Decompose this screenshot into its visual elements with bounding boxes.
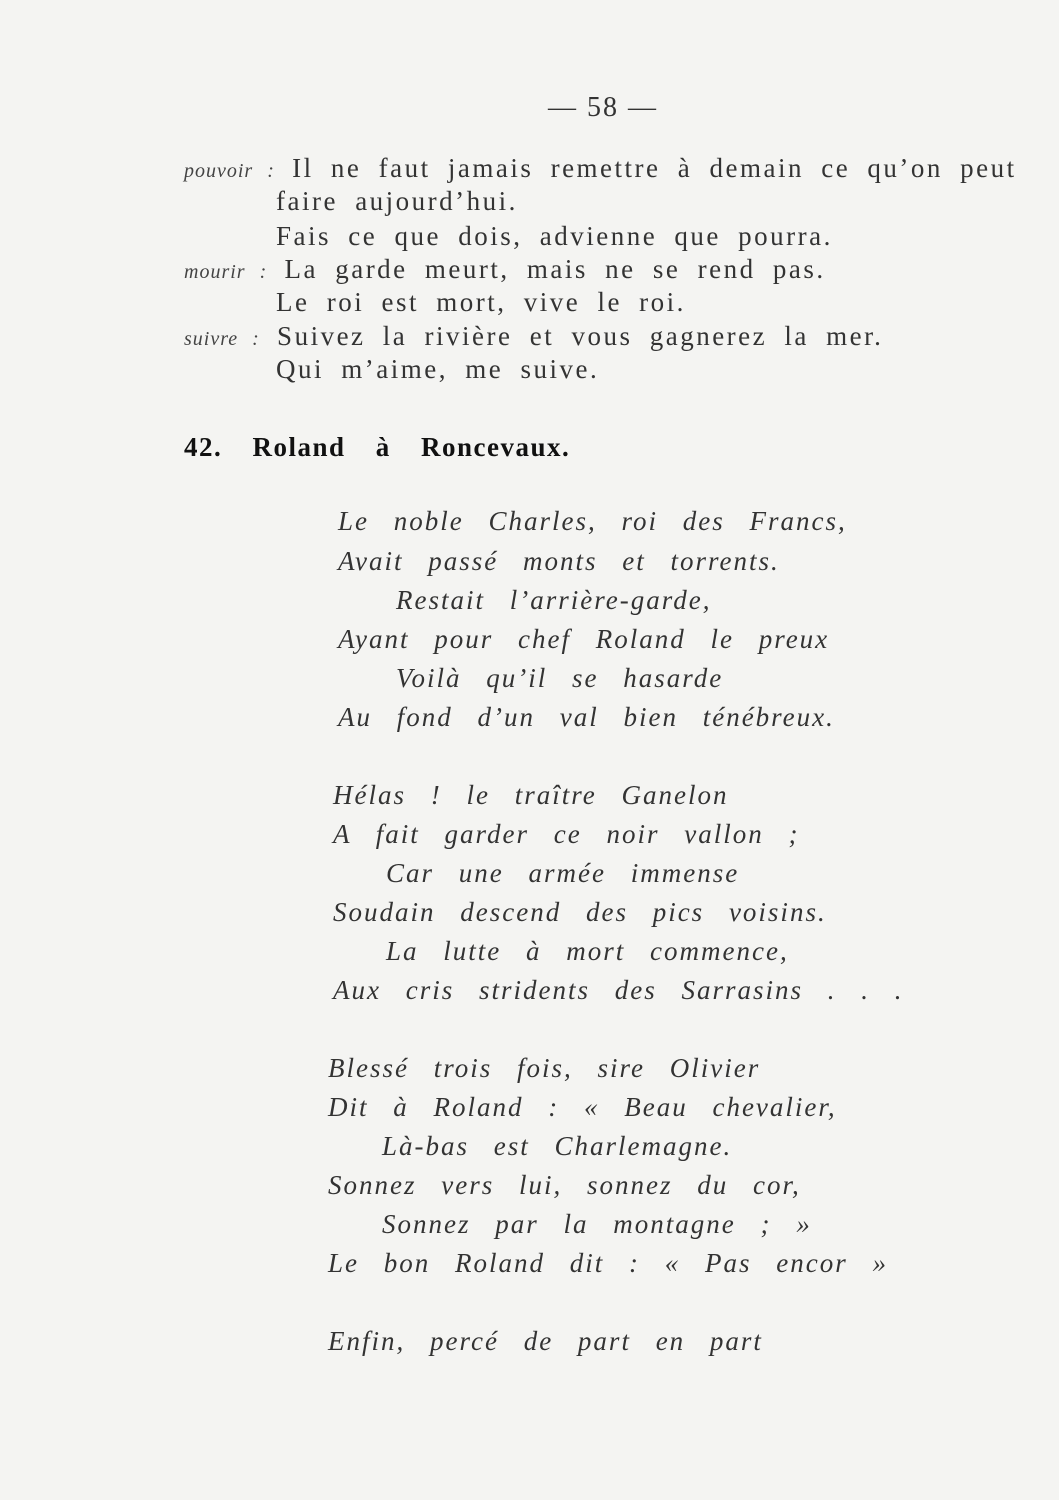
proverb-text: La garde meurt, mais ne se rend pas. (284, 254, 826, 284)
poem-line: A fait garder ce noir vallon ; (333, 819, 800, 849)
poem-line: Car une armée immense (386, 858, 740, 888)
poem-line: Aux cris stridents des Sarrasins . . . (333, 975, 904, 1005)
poem-line: Voilà qu’il se hasarde (396, 663, 724, 693)
poem-line: Enfin, percé de part en part (328, 1326, 763, 1356)
proverb-text: Il ne faut jamais remettre à demain ce qu’on peut (292, 153, 1017, 183)
poem-line: Ayant pour chef Roland le preux (338, 624, 830, 654)
proverb-line (276, 221, 833, 252)
proverb-text: Suivez la rivière et vous gagnerez la mer. (277, 321, 884, 351)
proverb-line (184, 254, 826, 285)
verb-label: mourir : (184, 261, 268, 283)
proverb-line (184, 153, 1017, 184)
proverb-text: Fais ce que dois, advienne que pourra. (276, 221, 833, 251)
poem-line: Au fond d’un val bien ténébreux. (338, 702, 835, 732)
proverb-line (276, 354, 599, 385)
poem-line: Sonnez vers lui, sonnez du cor, (328, 1170, 801, 1200)
verb-label: pouvoir : (184, 160, 275, 182)
poem-line: Sonnez par la montagne ; » (382, 1209, 812, 1239)
proverb-text: faire aujourd’hui. (276, 186, 518, 216)
poem-line: Restait l’arrière-garde, (396, 585, 712, 615)
poem-line: Dit à Roland : « Beau chevalier, (328, 1092, 837, 1122)
poem-line: Le bon Roland dit : « Pas encor » (328, 1248, 888, 1278)
proverb-line (276, 287, 686, 318)
poem-line: La lutte à mort commence, (386, 936, 789, 966)
proverb-line (276, 186, 518, 217)
proverb-text: Qui m’aime, me suive. (276, 354, 600, 384)
proverb-text: Le roi est mort, vive le roi. (276, 287, 686, 317)
poem-line: Le noble Charles, roi des Francs, (338, 506, 847, 536)
poem-line: Hélas ! le traître Ganelon (333, 780, 729, 810)
verb-label: suivre : (184, 328, 260, 350)
poem-line: Avait passé monts et torrents. (338, 546, 780, 576)
page-number: — 58 — (548, 92, 658, 123)
poem-line: Blessé trois fois, sire Olivier (328, 1053, 761, 1083)
poem-line: Soudain descend des pics voisins. (333, 897, 827, 927)
section-heading: 42. Roland à Roncevaux. (184, 432, 571, 462)
proverb-line (184, 321, 883, 352)
poem-line: Là-bas est Charlemagne. (382, 1131, 733, 1161)
